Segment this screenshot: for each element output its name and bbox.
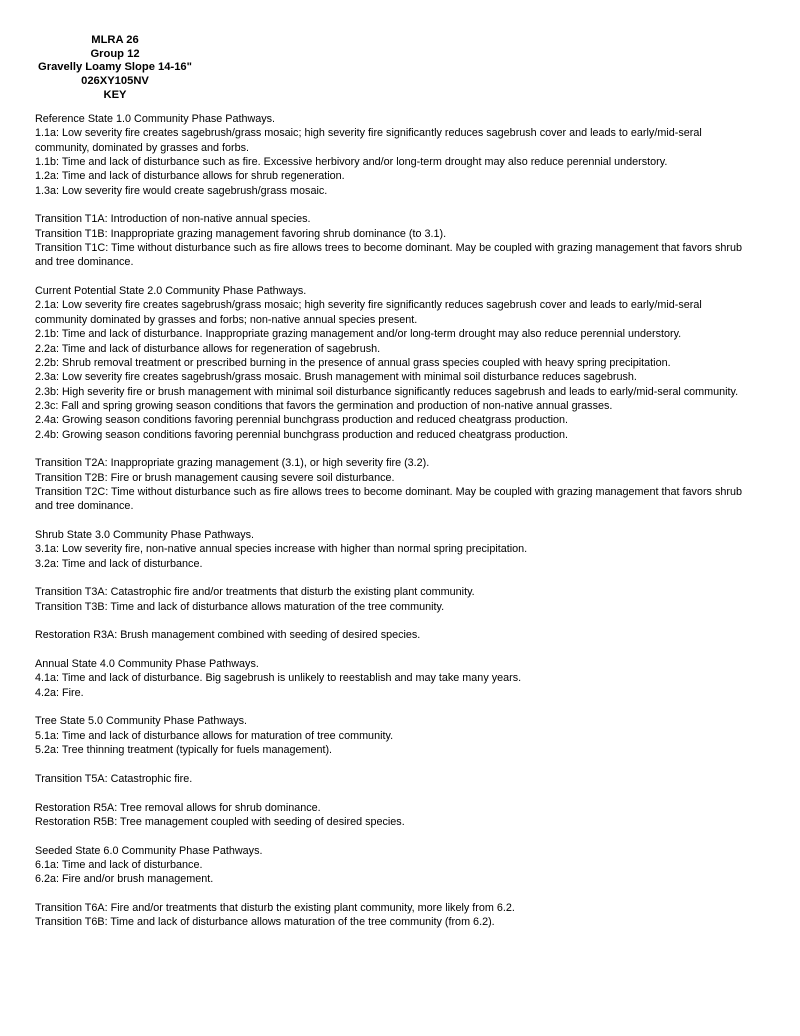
section-heading-line: Tree State 5.0 Community Phase Pathways. bbox=[35, 715, 248, 728]
section-heading-line: Current Potential State 2.0 Community Phase Pathways. bbox=[35, 285, 307, 298]
section-heading-line: Transition T2A: Inappropriate grazing management (3.1), or high severity fire (3.2). bbox=[35, 457, 430, 470]
section-heading-line: Transition T5A: Catastrophic fire. bbox=[35, 772, 193, 785]
pathway-line: 1.1a: Low severity fire creates sagebrush/grass mosaic; high severity fire significantly reduces sagebrush cover and leads to early/mid-seral community, dominated by grasses and forbs. bbox=[35, 127, 702, 154]
ecosite-name: Gravelly Loamy Slope 14-16" bbox=[38, 61, 192, 74]
pathway-line: 2.3a: Low severity fire creates sagebrush/grass mosaic. Brush management with minimal soil disturbance reduces sagebrush. bbox=[35, 371, 637, 384]
key-section bbox=[35, 901, 755, 930]
key-section bbox=[35, 657, 755, 700]
section-heading-line: Restoration R5A: Tree removal allows for shrub dominance. bbox=[35, 801, 321, 814]
section-heading-line: Transition T3A: Catastrophic fire and/or treatments that disturb the existing plant community. bbox=[35, 586, 475, 599]
pathway-line: 2.4b: Growing season conditions favoring perennial bunchgrass production and reduced cheatgrass production. bbox=[35, 428, 568, 441]
pathway-line: 2.2b: Shrub removal treatment or prescribed burning in the presence of annual grass species coupled with heavy spring precipitation. bbox=[35, 356, 671, 369]
key-section bbox=[35, 585, 755, 614]
key-section bbox=[35, 112, 755, 198]
mlra-title: MLRA 26 bbox=[91, 34, 139, 46]
pathway-line: 5.2a: Tree thinning treatment (typically for fuels management). bbox=[35, 744, 333, 757]
pathway-line: 3.2a: Time and lack of disturbance. bbox=[35, 557, 203, 570]
key-section bbox=[35, 714, 755, 757]
pathway-line: 5.1a: Time and lack of disturbance allows for maturation of tree community. bbox=[35, 729, 394, 742]
pathway-line: 2.4a: Growing season conditions favoring perennial bunchgrass production and reduced cheatgrass production. bbox=[35, 414, 568, 427]
section-heading-line: Seeded State 6.0 Community Phase Pathways. bbox=[35, 844, 263, 857]
key-section bbox=[35, 212, 755, 269]
document-header bbox=[20, 34, 210, 103]
pathway-line: 2.1b: Time and lack of disturbance. Inappropriate grazing management and/or long-term drought may also reduce perennial understory. bbox=[35, 328, 682, 341]
key-section bbox=[35, 772, 755, 786]
pathway-line: 2.3b: High severity fire or brush management with minimal soil disturbance significantly reduces sagebrush and leads to early/mid-seral community. bbox=[35, 385, 739, 398]
pathway-line: 4.1a: Time and lack of disturbance. Big sagebrush is unlikely to reestablish and may take many years. bbox=[35, 672, 522, 685]
pathway-line: Restoration R5B: Tree management coupled with seeding of desired species. bbox=[35, 815, 405, 828]
ecosite-id: 026XY105NV bbox=[81, 75, 149, 88]
section-heading-line: Shrub State 3.0 Community Phase Pathways. bbox=[35, 528, 255, 541]
key-section bbox=[35, 844, 755, 887]
pathway-line: Transition T1B: Inappropriate grazing management favoring shrub dominance (to 3.1). bbox=[35, 227, 447, 240]
pathway-line: 4.2a: Fire. bbox=[35, 686, 84, 699]
group-title: Group 12 bbox=[90, 47, 140, 60]
pathway-line: 1.1b: Time and lack of disturbance such as fire. Excessive herbivory and/or long-term drought may also reduce perennial understory. bbox=[35, 156, 668, 169]
pathway-line: 2.2a: Time and lack of disturbance allows for regeneration of sagebrush. bbox=[35, 342, 381, 355]
pathway-line: Transition T6B: Time and lack of disturbance allows maturation of the tree community (from 6.2). bbox=[35, 916, 495, 929]
key-section bbox=[35, 456, 755, 513]
pathway-line: 6.1a: Time and lack of disturbance. bbox=[35, 858, 203, 871]
pathway-line: 1.3a: Low severity fire would create sagebrush/grass mosaic. bbox=[35, 184, 328, 197]
pathway-line: 3.1a: Low severity fire, non-native annual species increase with higher than normal spring precipitation. bbox=[35, 543, 528, 556]
section-heading-line: Transition T1A: Introduction of non-native annual species. bbox=[35, 213, 311, 226]
section-heading-line: Restoration R3A: Brush management combined with seeding of desired species. bbox=[35, 629, 421, 642]
key-section bbox=[35, 801, 755, 830]
key-body bbox=[35, 112, 755, 944]
section-heading-line: Annual State 4.0 Community Phase Pathways. bbox=[35, 658, 259, 671]
pathway-line: Transition T3B: Time and lack of disturbance allows maturation of the tree community. bbox=[35, 600, 445, 613]
section-heading-line: Reference State 1.0 Community Phase Pathways. bbox=[35, 113, 276, 125]
pathway-line: Transition T1C: Time without disturbance such as fire allows trees to become dominant. May be coupled with grazing management that favors shrub and tree dominance. bbox=[35, 242, 742, 269]
pathway-line: 6.2a: Fire and/or brush management. bbox=[35, 873, 214, 886]
key-title: KEY bbox=[103, 88, 127, 101]
section-heading-line: Transition T6A: Fire and/or treatments that disturb the existing plant community, more likely from 6.2. bbox=[35, 901, 515, 914]
pathway-line: Transition T2B: Fire or brush management causing severe soil disturbance. bbox=[35, 471, 395, 484]
pathway-line: Transition T2C: Time without disturbance such as fire allows trees to become dominant. May be coupled with grazing management that favors shrub and tree dominance. bbox=[35, 485, 742, 513]
pathway-line: 2.3c: Fall and spring growing season conditions that favors the germination and production of non-native annual grasses. bbox=[35, 399, 613, 412]
key-section bbox=[35, 284, 755, 442]
pathway-line: 1.2a: Time and lack of disturbance allows for shrub regeneration. bbox=[35, 170, 345, 183]
key-section bbox=[35, 528, 755, 571]
pathway-line: 2.1a: Low severity fire creates sagebrush/grass mosaic; high severity fire significantly reduces sagebrush cover and leads to early/mid-seral community dominated by grasses and forbs; non-native annual species present. bbox=[35, 299, 702, 326]
key-section bbox=[35, 628, 755, 642]
